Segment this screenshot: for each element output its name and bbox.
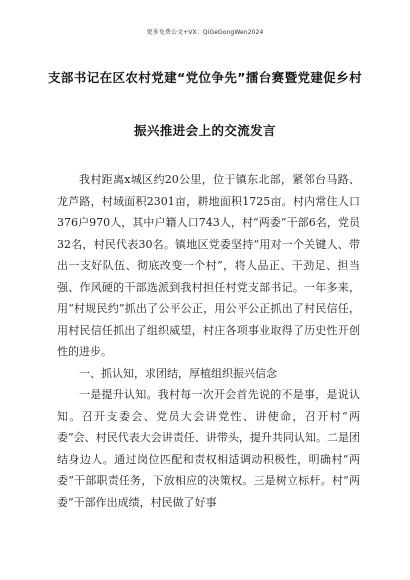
document-title-line-2: 振兴推进会上的交流发言 <box>134 123 276 138</box>
section-heading-1: 一、抓认知，求团结，厚植组织振兴信念 <box>79 366 277 380</box>
body-paragraph-intro: 我村距离x城区约20公里，位于镇东北部，紧邻台马路、龙芦路，村域面积2301亩，耕地面积1725亩。村内常住人口376户970人，其中户籍人口743人，村“两委”干部6名，党员32名，村民代表30名。镇地区党委坚持“用对一个关键人、带出一支好队伍、彻底改变一个村”，将人品正、干劲足、担当强、作风硬的干部选派到我村担任村党支部书记。一年多来，用“村规民约”抓出了公平公正，用公平公正抓出了村民信任，用村民信任抓出了组织威望，村庄各项事业取得了历史性开创性的进步。 <box>57 173 360 358</box>
body-paragraph-1: 一是提升认知。我村每一次开会首先说的不是事，是说认知。召开支委会、党员大会讲党性、讲使命，召开村“两委”会、村民代表大会讲责任、讲带头，提升共同认知。二是团结身边人。通过岗位匹配和责权相适调动积极性，明确村“两委”干部职责任务，下放相应的决策权。三是树立标杆。村“两委”干部作出成绩，村民做了好事 <box>57 388 360 509</box>
document-body <box>57 169 360 513</box>
header-note: 更多免费公文+VX：QiGeGongWen2024 <box>146 29 264 36</box>
document-title-line-1: 支部书记在区农村党建“党位争先”擂台赛暨党建促乡村 <box>48 70 362 85</box>
